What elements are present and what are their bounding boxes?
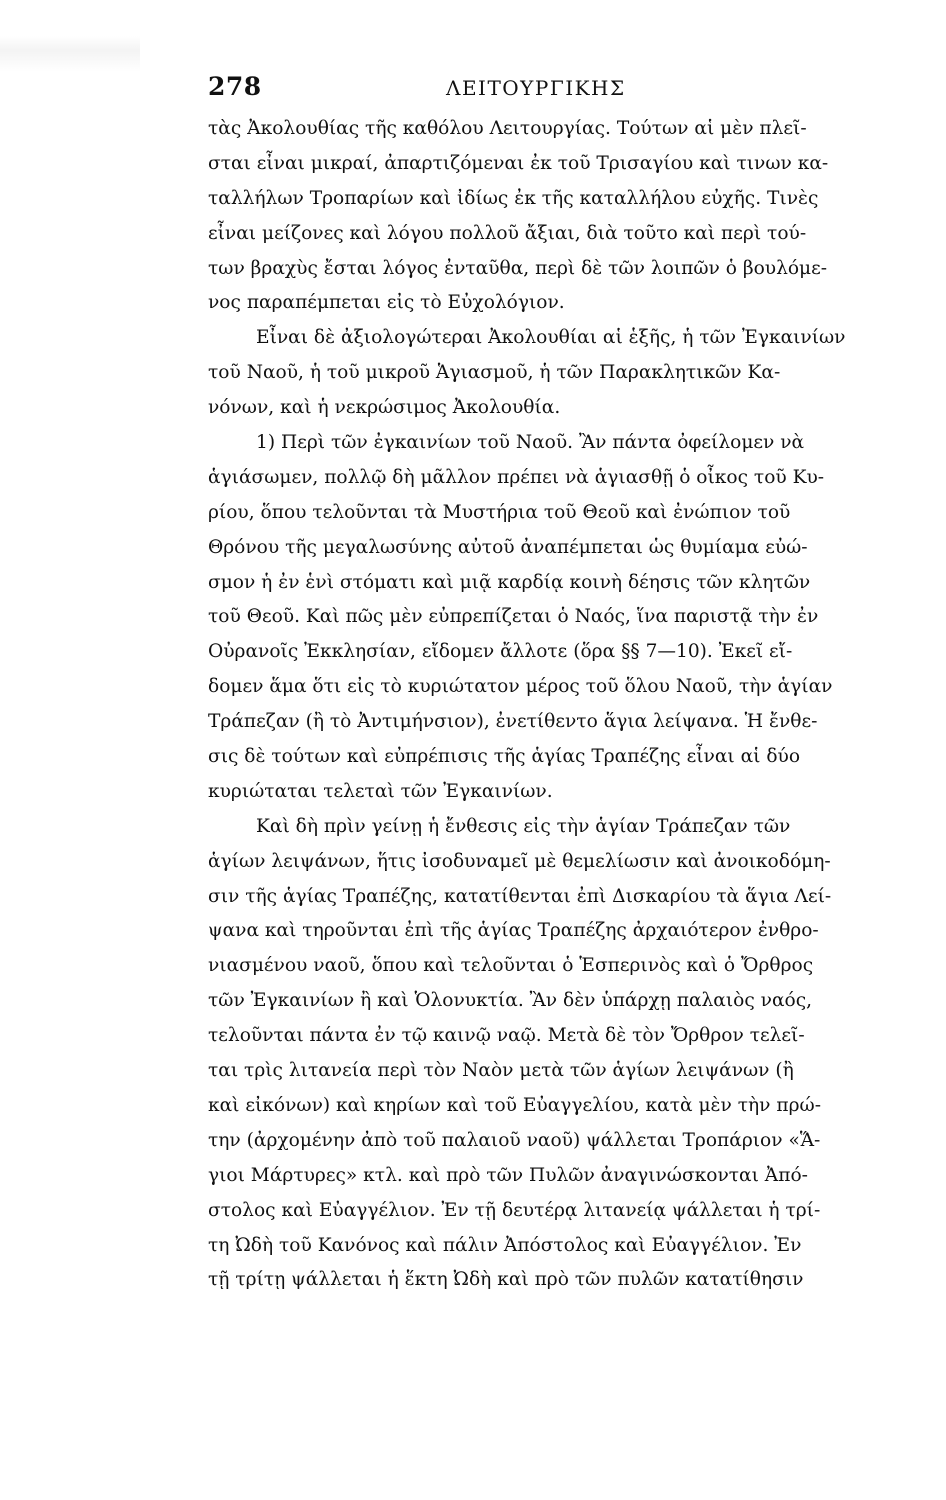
scan-edge-shadow — [0, 36, 140, 72]
text-line: Οὐρανοῖς Ἐκκλησίαν, εἴδομεν ἄλλοτε (ὅρα §§ 7—10). Ἐκεῖ εἴ- — [208, 641, 793, 663]
text-line: τῇ τρίτῃ ψάλλεται ἡ ἕκτη Ὠδὴ καὶ πρὸ τῶν πυλῶν κατατίθησιν — [208, 1269, 804, 1291]
text-line: Καὶ δὴ πρὶν γείνῃ ἡ ἔνθεσις εἰς τὴν ἁγίαν Τράπεζαν τῶν — [256, 815, 791, 837]
page-header — [208, 66, 764, 106]
running-title: ΛΕΙΤΟΥΡΓΙΚΗΣ — [446, 76, 626, 100]
text-line: σται εἶναι μικραί, ἀπαρτιζόμεναι ἐκ τοῦ Τρισαγίου καὶ τινων κα- — [208, 152, 829, 174]
text-line: των βραχὺς ἔσται λόγος ἐνταῦθα, περὶ δὲ τῶν λοιπῶν ὁ βουλόμε- — [208, 257, 828, 279]
body-text — [208, 112, 846, 1298]
text-line: τελοῦνται πάντα ἐν τῷ καινῷ ναῷ. Μετὰ δὲ τὸν Ὄρθρον τελεῖ- — [208, 1025, 805, 1047]
text-line: γιοι Μάρτυρες» κτλ. καὶ πρὸ τῶν Πυλῶν ἀναγινώσκονται Ἀπό- — [208, 1164, 808, 1186]
text-line: καὶ εἰκόνων) καὶ κηρίων καὶ τοῦ Εὐαγγελίου, κατὰ μὲν τὴν πρώ- — [208, 1094, 821, 1116]
text-line: σις δὲ τούτων καὶ εὐπρέπισις τῆς ἁγίας Τραπέζης εἶναι αἱ δύο — [208, 746, 801, 768]
text-line: σμον ἡ ἐν ἑνὶ στόματι καὶ μιᾷ καρδίᾳ κοινὴ δέησις τῶν κλητῶν — [208, 571, 811, 593]
text-line: νιασμένου ναοῦ, ὅπου καὶ τελοῦνται ὁ Ἑσπερινὸς καὶ ὁ Ὄρθρος — [208, 955, 814, 977]
page-number: 278 — [208, 72, 262, 101]
text-line: νος παραπέμπεται εἰς τὸ Εὐχολόγιον. — [208, 292, 565, 314]
text-line: ἁγίων λειψάνων, ἥτις ἰσοδυναμεῖ μὲ θεμελίωσιν καὶ ἀνοικοδόμη- — [208, 850, 831, 872]
text-line: ταλλήλων Τροπαρίων καὶ ἰδίως ἐκ τῆς καταλλήλου εὐχῆς. Τινὲς — [208, 187, 819, 209]
text-line: τη Ὠδὴ τοῦ Κανόνος καὶ πάλιν Ἀπόστολος καὶ Εὐαγγέλιον. Ἐν — [208, 1234, 802, 1256]
text-line: τοῦ Θεοῦ. Καὶ πῶς μὲν εὐπρεπίζεται ὁ Ναός, ἵνα παριστᾷ τὴν ἐν — [208, 606, 819, 628]
text-line: Εἶναι δὲ ἀξιολογώτεραι Ἀκολουθίαι αἱ ἑξῆς, ἡ τῶν Ἐγκαινίων — [256, 327, 846, 349]
text-line: νόνων, καὶ ἡ νεκρώσιμος Ἀκολουθία. — [208, 397, 561, 419]
text-line: ἁγιάσωμεν, πολλῷ δὴ μᾶλλον πρέπει νὰ ἁγιασθῇ ὁ οἶκος τοῦ Κυ- — [208, 466, 825, 488]
text-line: την (ἀρχομένην ἀπὸ τοῦ παλαιοῦ ναοῦ) ψάλλεται Τροπάριον «Ἅ- — [208, 1129, 821, 1151]
text-line: Τράπεζαν (ἢ τὸ Ἀντιμήνσιον), ἐνετίθεντο ἅγια λείψανα. Ἡ ἔνθε- — [208, 711, 818, 733]
text-line: Θρόνου τῆς μεγαλωσύνης αὐτοῦ ἀναπέμπεται ὡς θυμίαμα εὐώ- — [208, 536, 808, 558]
text-line: ται τρὶς λιτανεία περὶ τὸν Ναὸν μετὰ τῶν ἁγίων λειψάνων (ἢ — [208, 1060, 794, 1082]
text-line: εἶναι μείζονες καὶ λόγου πολλοῦ ἄξιαι, διὰ τοῦτο καὶ περὶ τού- — [208, 222, 807, 244]
text-line: ρίου, ὅπου τελοῦνται τὰ Μυστήρια τοῦ Θεοῦ καὶ ἐνώπιον τοῦ — [208, 501, 791, 523]
text-line: τοῦ Ναοῦ, ἡ τοῦ μικροῦ Ἁγιασμοῦ, ἡ τῶν Παρακλητικῶν Κα- — [208, 362, 781, 384]
section-heading-line: 1) Περὶ τῶν ἐγκαινίων τοῦ Ναοῦ. Ἂν πάντα ὀφείλομεν νὰ — [256, 432, 805, 454]
text-line: τὰς Ἀκολουθίας τῆς καθόλου Λειτουργίας. Τούτων αἱ μὲν πλεῖ- — [208, 118, 807, 139]
text-line: στολος καὶ Εὐαγγέλιον. Ἐν τῇ δευτέρᾳ λιτανείᾳ ψάλλεται ἡ τρί- — [208, 1199, 821, 1221]
text-line: δομεν ἅμα ὅτι εἰς τὸ κυριώτατον μέρος τοῦ ὅλου Ναοῦ, τὴν ἁγίαν — [208, 676, 833, 698]
text-line: σιν τῆς ἁγίας Τραπέζης, κατατίθενται ἐπὶ Δισκαρίου τὰ ἅγια Λεί- — [208, 885, 832, 907]
text-line: τῶν Ἐγκαινίων ἢ καὶ Ὁλονυκτία. Ἂν δὲν ὑπάρχῃ παλαιὸς ναός, — [208, 990, 813, 1012]
text-line: ψανα καὶ τηροῦνται ἐπὶ τῆς ἁγίας Τραπέζης ἀρχαιότερον ἐνθρο- — [208, 920, 819, 942]
text-line: κυριώταται τελεταὶ τῶν Ἐγκαινίων. — [208, 780, 553, 802]
